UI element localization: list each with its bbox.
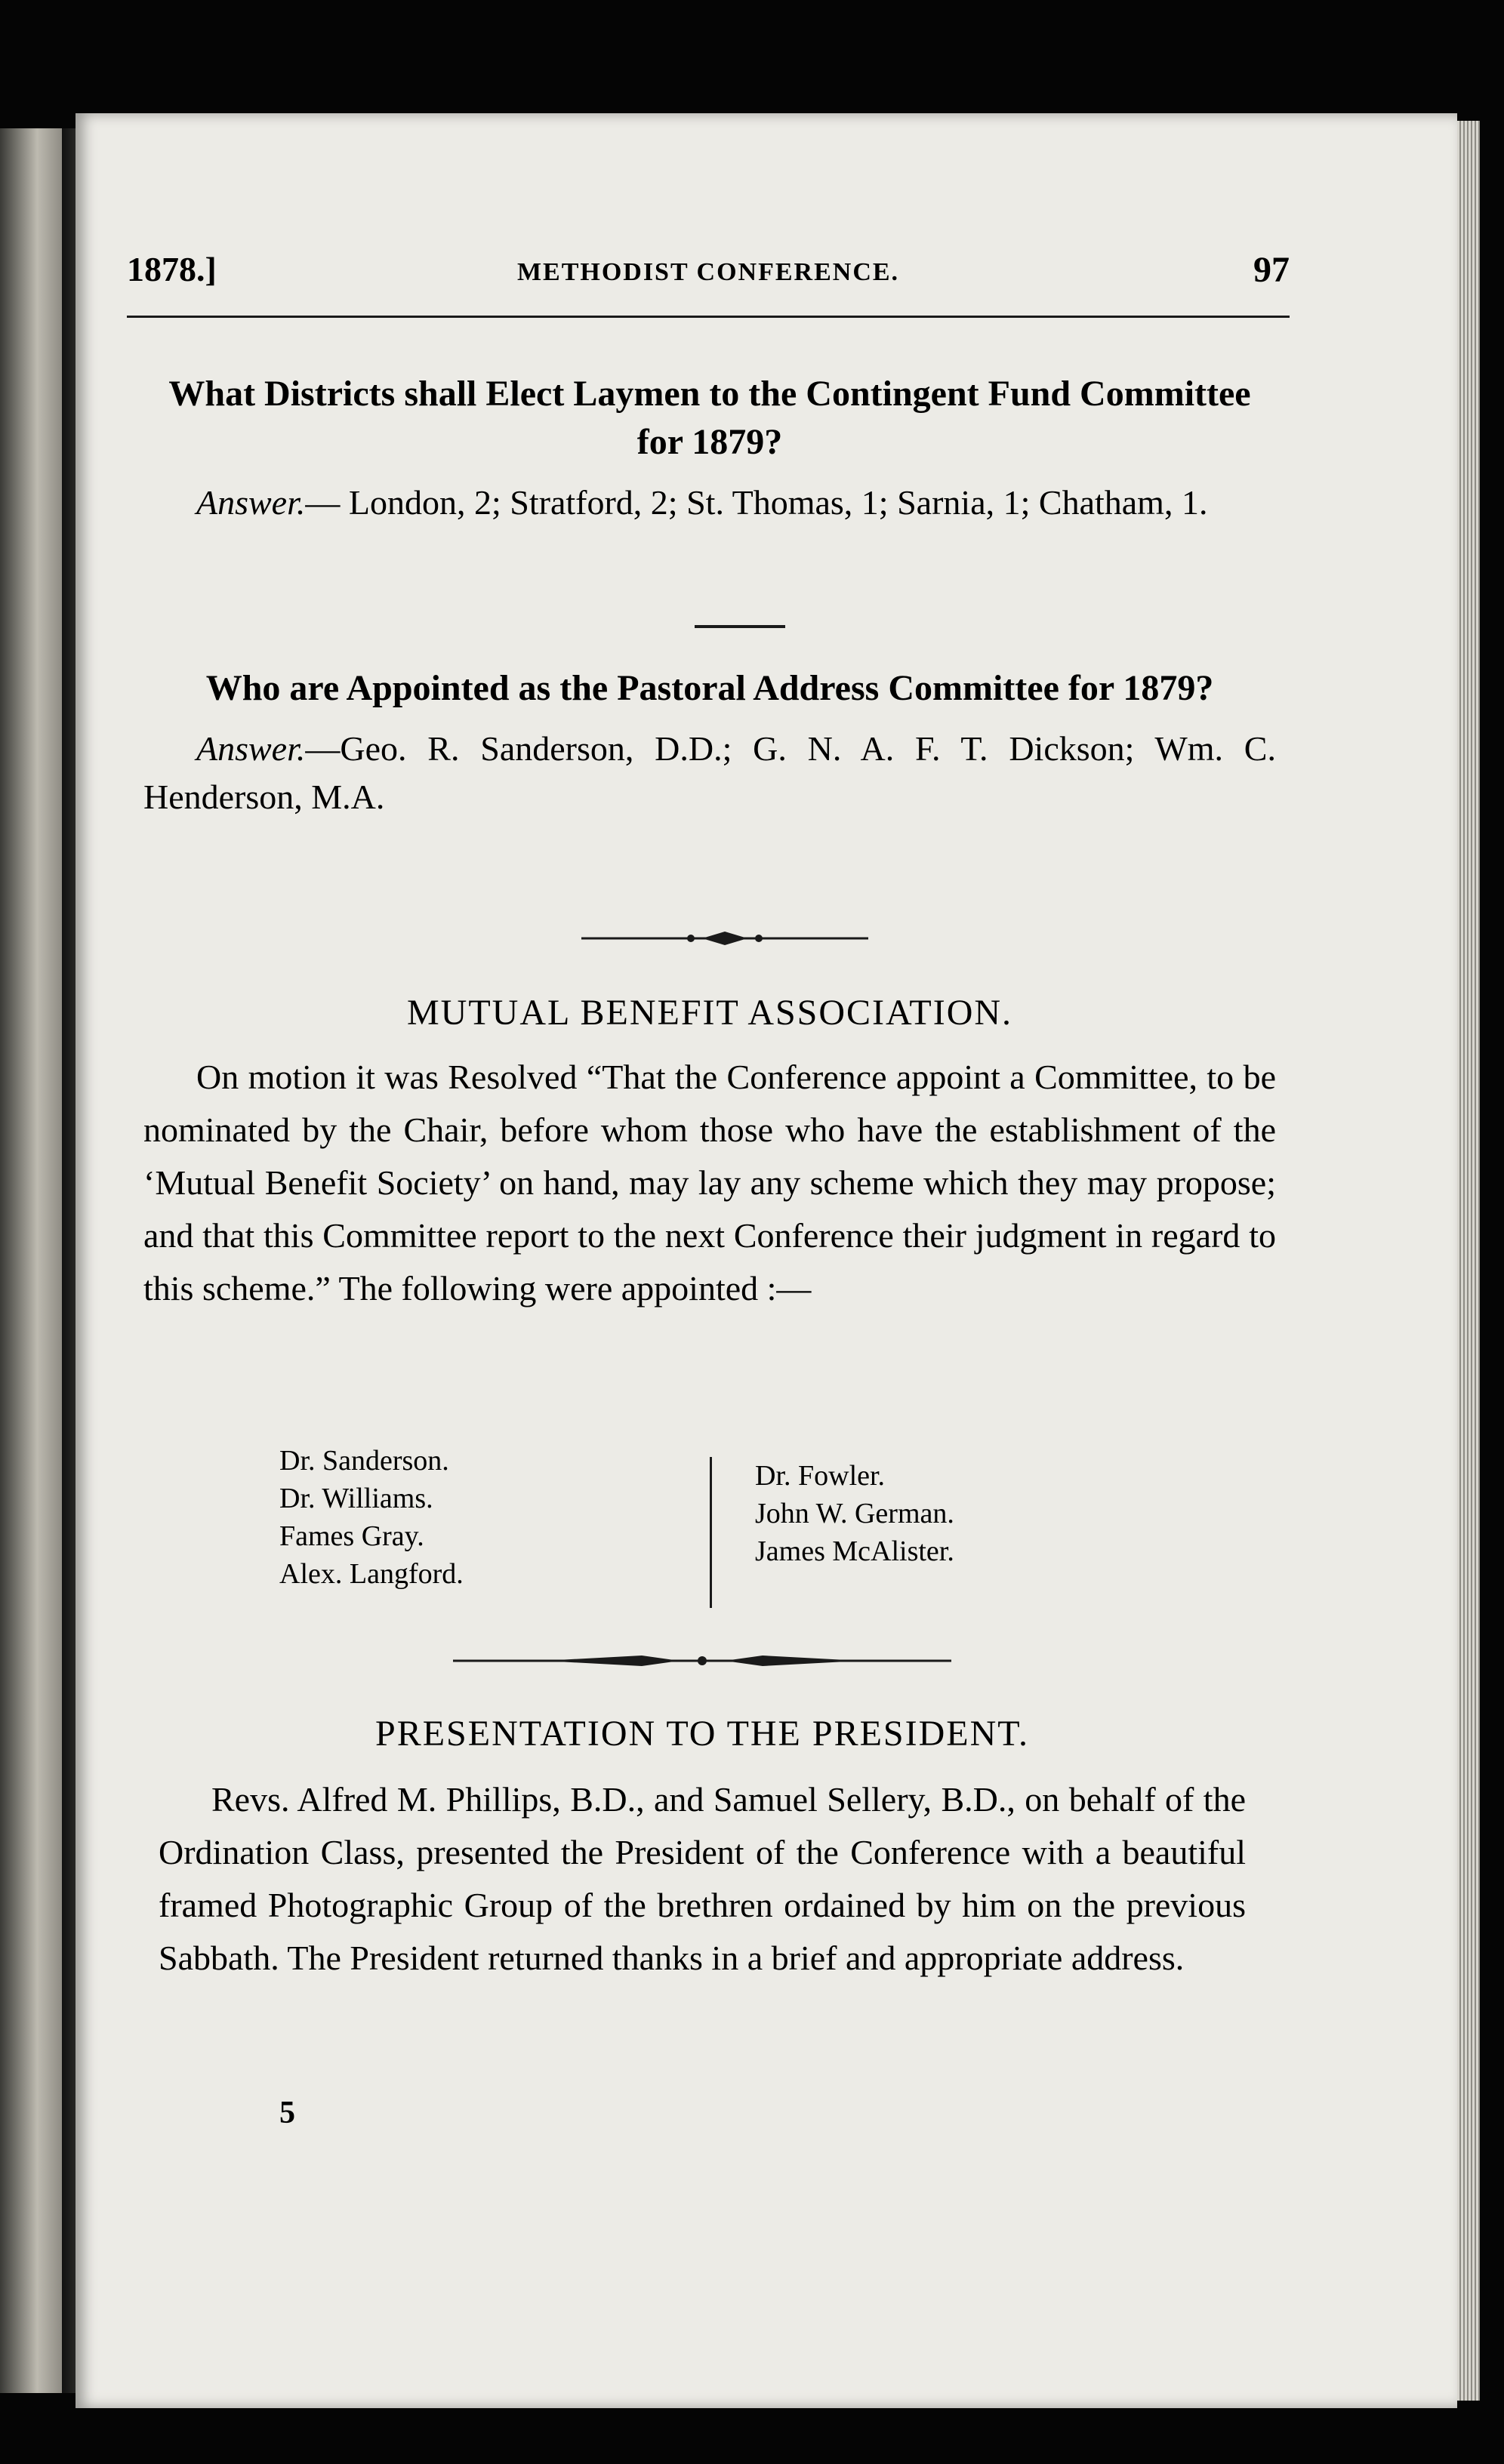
answer-label: Answer. <box>196 483 306 522</box>
section-divider <box>695 625 785 628</box>
ornament-divider <box>453 1649 951 1672</box>
presentation-section <box>159 1710 1246 2019</box>
signature-mark: 5 <box>279 2096 295 2130</box>
mutual-benefit-section <box>143 989 1276 1350</box>
running-head-year: 1878.] <box>127 250 217 288</box>
resolution-paragraph: On motion it was Resolved “That the Conference appoint a Committee, to be nominated by the Chair, before whom those who have the establishment of the ‘Mutual Benefit Society’ on hand, may lay any scheme which they may propose; and that this Committee report to the next Conference their judgment in regard to this scheme.” The following were appointed :— <box>143 1058 1276 1307</box>
member-name: Dr. Williams. <box>279 1483 433 1514</box>
page-edges <box>1457 121 1480 2401</box>
left-page-edge <box>0 128 62 2393</box>
section-title: MUTUAL BENEFIT ASSOCIATION. <box>406 993 1013 1033</box>
question-1-heading: What Districts shall Elect Laymen to the Contingent Fund Committee for 1879? <box>168 374 1251 462</box>
members-right-column <box>755 1457 1072 1570</box>
presentation-paragraph: Revs. Alfred M. Phillips, B.D., and Samuel Sellery, B.D., on behalf of the Ordination Class, presented the President of the Conference with a beautiful framed Photographic Group of the brethren ordained by him on the previous Sabbath. The President returned thanks in a brief and appropriate address. <box>159 1780 1246 1977</box>
committee-members <box>279 1442 1034 1600</box>
member-name: John W. German. <box>755 1498 954 1529</box>
header-rule <box>127 316 1290 318</box>
member-name: Alex. Langford. <box>279 1558 464 1590</box>
running-head <box>127 249 1290 302</box>
member-name: Dr. Fowler. <box>755 1460 886 1492</box>
page-number: 97 <box>1253 250 1290 290</box>
question-1 <box>143 370 1276 527</box>
member-name: Fames Gray. <box>279 1520 424 1552</box>
question-2-heading: Who are Appointed as the Pastoral Address Committee for 1879? <box>205 668 1214 708</box>
answer-text: — London, 2; Stratford, 2; St. Thomas, 1; Sarnia, 1; Chatham, 1. <box>305 483 1208 522</box>
member-name: James McAlister. <box>755 1535 954 1567</box>
question-2-answer <box>143 725 1276 821</box>
member-name: Dr. Sanderson. <box>279 1445 449 1477</box>
section-title: PRESENTATION TO THE PRESIDENT. <box>375 1714 1029 1754</box>
ornament-divider <box>581 927 868 950</box>
book-gutter <box>62 128 77 2393</box>
members-left-column <box>279 1442 702 1593</box>
column-divider <box>710 1457 712 1608</box>
running-head-title: METHODIST CONFERENCE. <box>516 258 900 286</box>
question-1-answer <box>143 479 1276 527</box>
question-2 <box>143 664 1276 821</box>
answer-text: —Geo. R. Sanderson, D.D.; G. N. A. F. T. Dickson; Wm. C. Henderson, M.A. <box>143 729 1276 816</box>
answer-label: Answer. <box>196 729 306 768</box>
